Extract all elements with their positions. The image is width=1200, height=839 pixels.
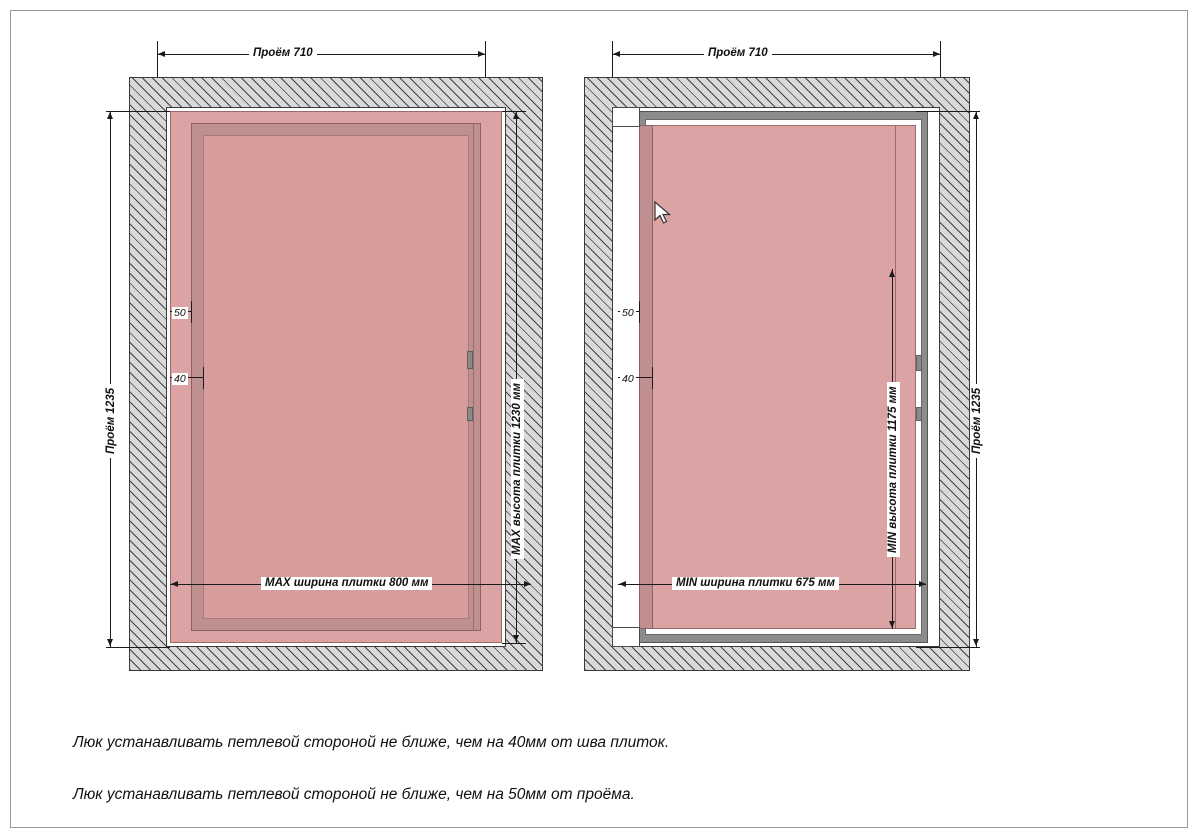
left-offset-50-tick [191, 301, 192, 323]
right-hinge-bottom [916, 407, 922, 421]
right-width-arrow-right [919, 581, 926, 587]
right-right-arrow-up [973, 112, 979, 119]
right-inner-arrow-up [889, 270, 895, 277]
left-offset-50-label: 50 [174, 307, 186, 319]
right-width-dimension-label: MIN ширина плитки 675 мм [672, 577, 839, 590]
left-left-dimension-label: Проём 1235 [105, 384, 118, 458]
left-top-arrow-left [158, 51, 165, 57]
right-corner-top-left [612, 107, 640, 127]
left-left-dimline [110, 111, 111, 647]
left-hinge-top [467, 351, 473, 369]
right-top-arrow-left [613, 51, 620, 57]
right-right-arrow-down [973, 639, 979, 646]
left-inner-arrow-up [513, 112, 519, 119]
left-left-arrow-up [107, 112, 113, 119]
right-hinge-top [916, 355, 922, 371]
left-width-arrow-left [171, 581, 178, 587]
mouse-pointer-icon [654, 201, 672, 225]
left-hatch-seam [473, 123, 474, 631]
right-width-arrow-left [619, 581, 626, 587]
left-hinge-bottom [467, 407, 473, 421]
right-right-dimline [976, 111, 977, 647]
left-inner-arrow-down [513, 635, 519, 642]
right-tile-field [651, 125, 916, 629]
right-corner-bottom-left [612, 627, 640, 647]
left-left-ext-bottom [106, 647, 170, 648]
left-offset-40-label: 40 [174, 373, 186, 385]
right-right-ext-bottom [916, 647, 980, 648]
page-frame [10, 10, 1188, 828]
left-left-ext-top [106, 111, 170, 112]
left-offset-40-tick [203, 367, 204, 389]
right-inner-arrow-down [889, 621, 895, 628]
left-inner-ext-bottom [502, 643, 526, 644]
left-width-dimension-label: MAX ширина плитки 800 мм [261, 577, 432, 590]
right-offset-50-tick [639, 301, 640, 323]
right-offset-40-tick [652, 367, 653, 389]
left-hatch-panel [203, 135, 469, 619]
right-offset-50-label: 50 [622, 307, 634, 319]
left-top-dimension-label: Проём 710 [249, 47, 317, 60]
left-inner-ext-top [502, 111, 526, 112]
right-offset-40-label: 40 [622, 373, 634, 385]
left-top-arrow-right [478, 51, 485, 57]
right-right-ext-top [916, 111, 980, 112]
note-line-1: Люк устанавливать петлевой стороной не ближе, чем на 40мм от шва плиток. [73, 734, 670, 751]
right-inner-dimension-label: MIN высота плитки 1175 мм [887, 382, 900, 557]
note-line-2: Люк устанавливать петлевой стороной не ближе, чем на 50мм от проёма. [73, 786, 635, 803]
right-top-dimension-label: Проём 710 [704, 47, 772, 60]
right-top-dimline [612, 54, 940, 55]
right-right-dimension-label: Проём 1235 [971, 384, 984, 458]
left-top-dimline [157, 54, 485, 55]
left-width-arrow-right [524, 581, 531, 587]
right-top-arrow-right [933, 51, 940, 57]
left-left-arrow-down [107, 639, 113, 646]
left-inner-dimension-label: MAX высота плитки 1230 мм [511, 379, 524, 559]
left-inner-dimline [516, 111, 517, 643]
